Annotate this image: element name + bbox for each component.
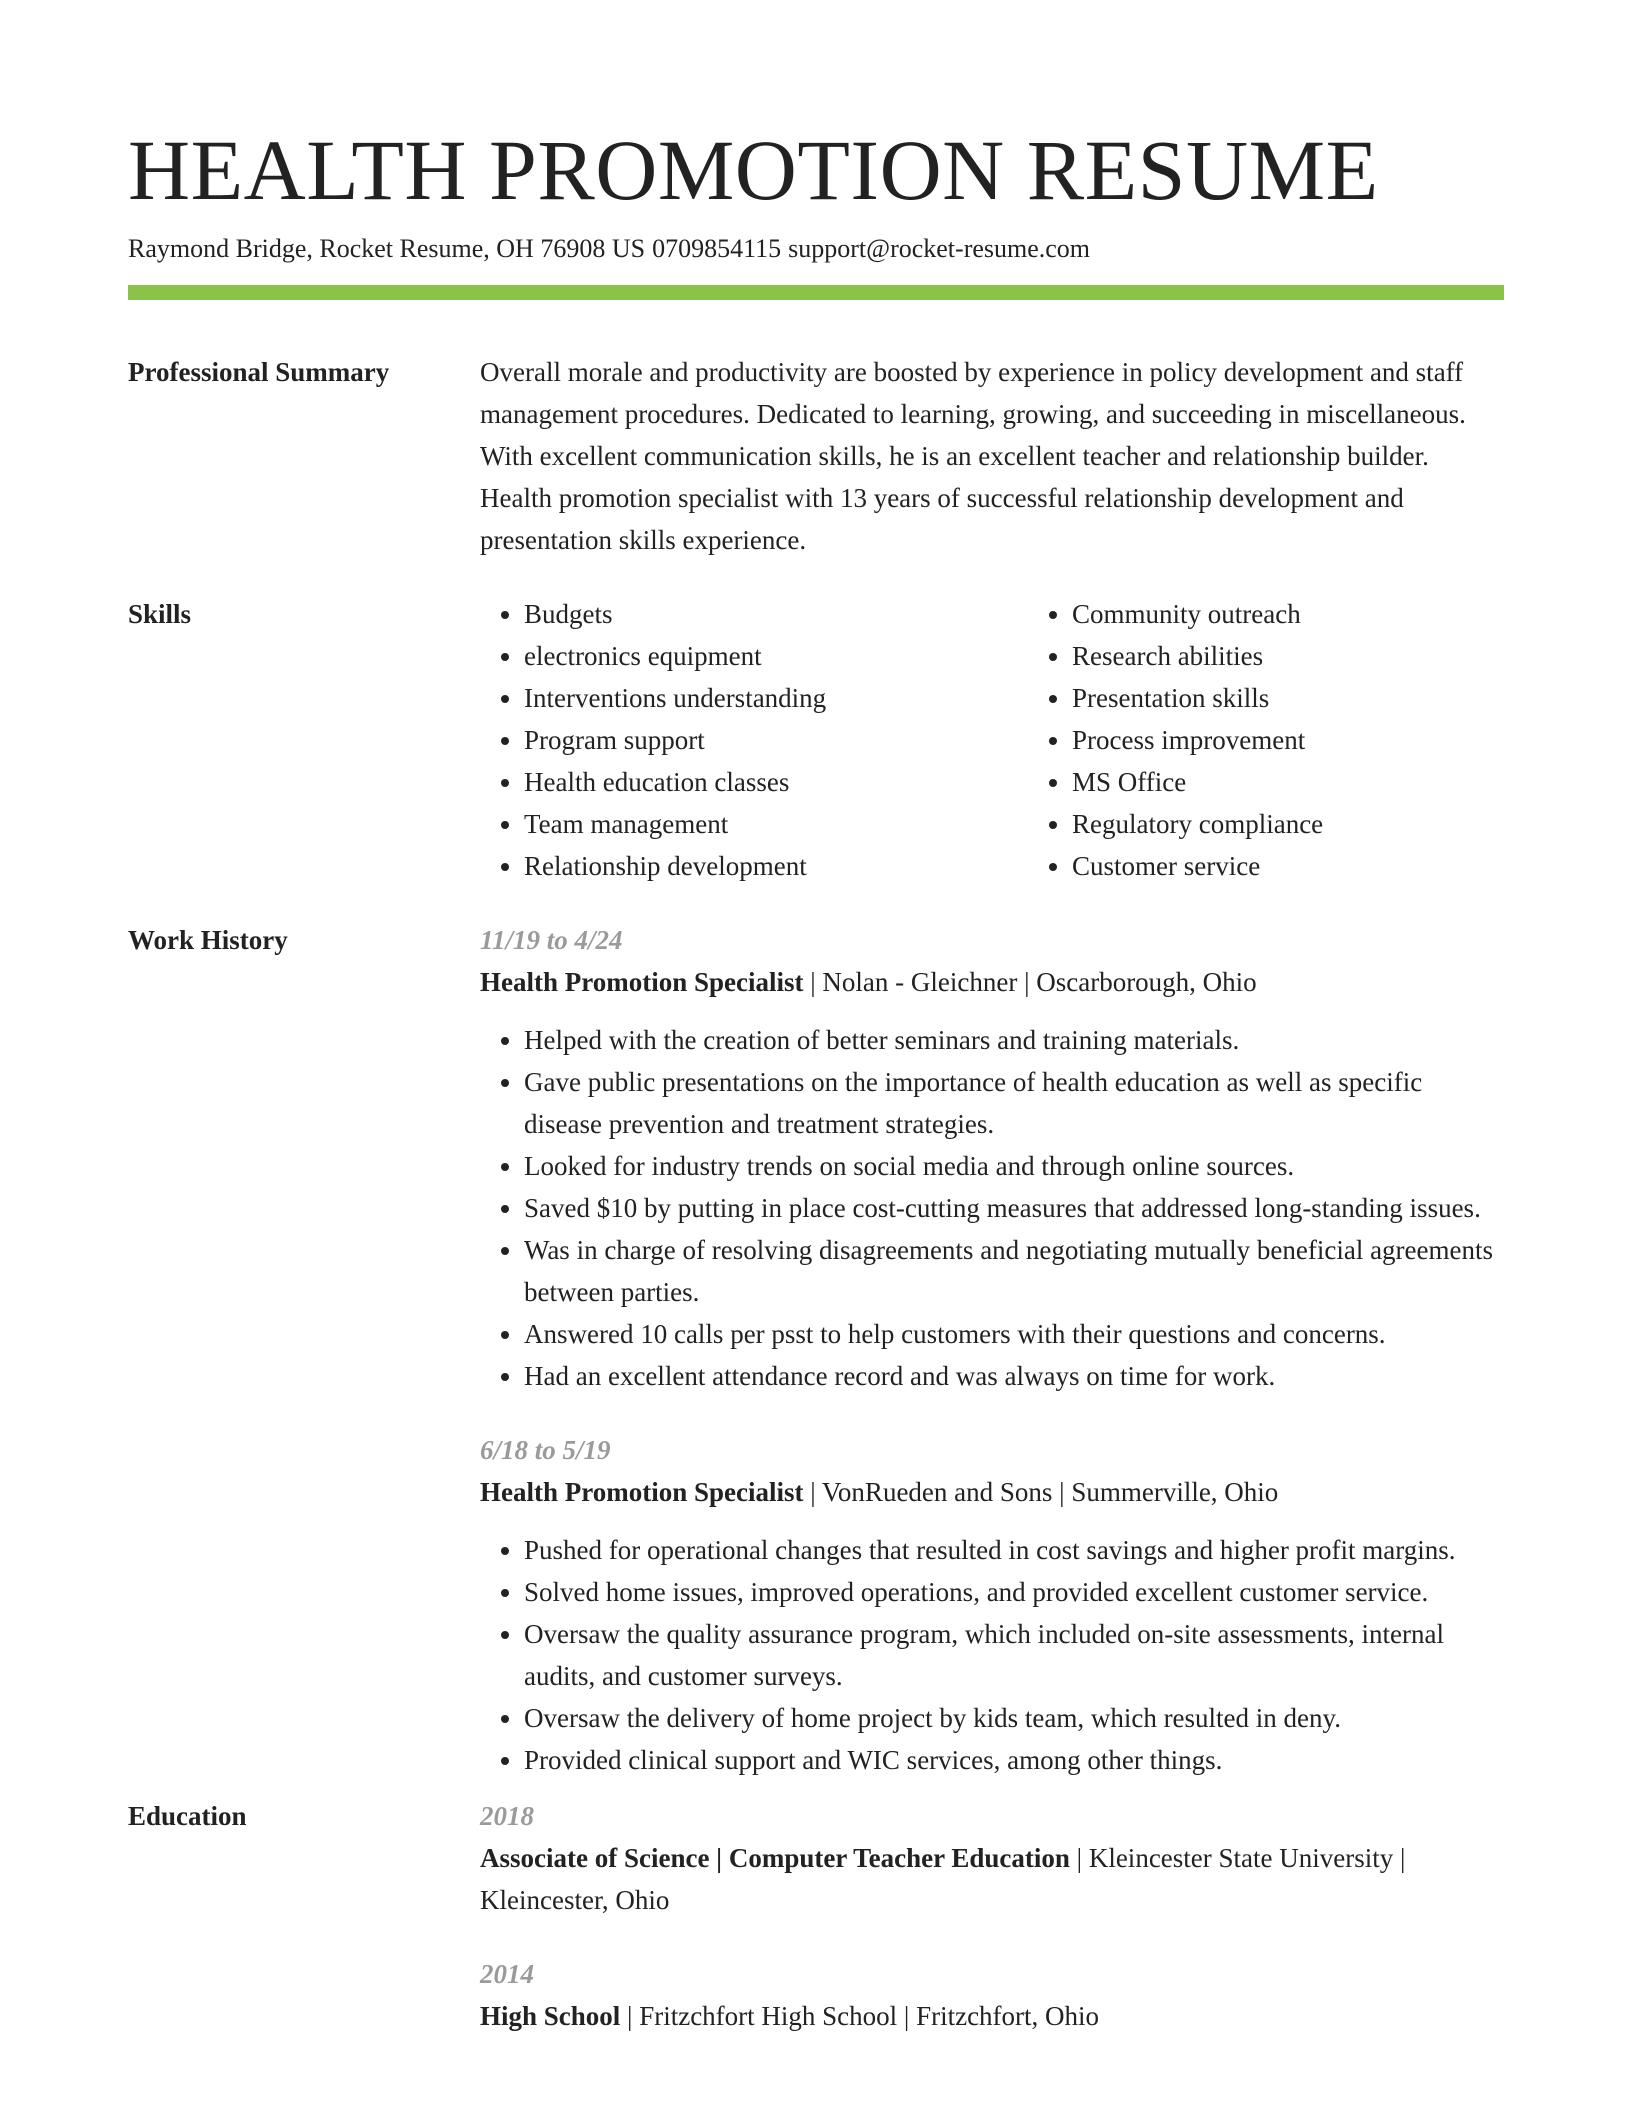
skill-item: • Regulatory compliance [1072, 803, 1576, 845]
skill-item: • Health education classes [524, 761, 1028, 803]
skills-list-right [1028, 593, 1576, 887]
summary-text: Overall morale and productivity are boosted by experience in policy development and staff management procedures. Dedicated to learning, growing, and succeeding in miscellaneous. With excellent communication skills, he is an excellent teacher and relationship builder. Health promotion specialist with 13 years of successful relationship development and presentation skills experience. [480, 357, 1466, 555]
resume-page [128, 120, 1504, 2037]
resume-title: HEALTH PROMOTION RESUME [128, 122, 1379, 218]
skill-item: • Budgets [524, 593, 1028, 635]
education-entry-heading [480, 1995, 1504, 2037]
work-entry-heading [480, 961, 1504, 1003]
work-bullet: • Gave public presentations on the importance of health education as well as specific disease prevention and treatment strategies. [524, 1061, 1504, 1145]
work-history-entries [480, 919, 1504, 1781]
job-details: | Nolan - Gleichner | Oscarborough, Ohio [803, 967, 1257, 997]
skills-section [128, 593, 1504, 887]
work-history-section [128, 919, 1504, 1781]
education-entry-heading [480, 1837, 1504, 1921]
work-bullet: • Solved home issues, improved operations, and provided excellent customer service. [524, 1571, 1504, 1613]
education-heading: Education [128, 1801, 247, 1831]
skill-item: • Process improvement [1072, 719, 1576, 761]
work-bullet: • Had an excellent attendance record and was always on time for work. [524, 1355, 1504, 1397]
skills-list-left [480, 593, 1028, 887]
skill-item: • Presentation skills [1072, 677, 1576, 719]
work-bullet: • Looked for industry trends on social media and through online sources. [524, 1145, 1504, 1187]
work-bullet: • Oversaw the quality assurance program, which included on-site assessments, internal audits, and customer surveys. [524, 1613, 1504, 1697]
skill-item: • MS Office [1072, 761, 1576, 803]
job-details: | VonRueden and Sons | Summerville, Ohio [803, 1477, 1279, 1507]
work-bullet: • Pushed for operational changes that resulted in cost savings and higher profit margins. [524, 1529, 1504, 1571]
education-entry-date: 2018 [480, 1801, 534, 1831]
education-entry [480, 1795, 1504, 1921]
work-entry [480, 1429, 1504, 1781]
skill-item: • electronics equipment [524, 635, 1028, 677]
contact-phone: 0709854115 [652, 234, 782, 263]
work-bullet: • Saved $10 by putting in place cost-cutting measures that addressed long-standing issues. [524, 1187, 1504, 1229]
work-history-heading: Work History [128, 925, 288, 955]
contact-email[interactable]: support@rocket-resume.com [788, 234, 1091, 263]
education-section [128, 1795, 1504, 2037]
work-bullet: • Provided clinical support and WIC services, among other things. [524, 1739, 1504, 1781]
degree-title: Associate of Science | Computer Teacher Education [480, 1843, 1070, 1873]
contact-address: Raymond Bridge, Rocket Resume, OH 76908 US [128, 234, 646, 263]
skill-item: • Customer service [1072, 845, 1576, 887]
work-bullet: • Helped with the creation of better seminars and training materials. [524, 1019, 1504, 1061]
job-title: Health Promotion Specialist [480, 967, 804, 997]
work-entry-date: 6/18 to 5/19 [480, 1435, 611, 1465]
work-bullet: • Answered 10 calls per psst to help customers with their questions and concerns. [524, 1313, 1504, 1355]
skills-columns [480, 593, 1576, 887]
job-title: Health Promotion Specialist [480, 1477, 804, 1507]
degree-title: High School [480, 2001, 621, 2031]
contact-line [128, 232, 1504, 266]
skill-item: • Team management [524, 803, 1028, 845]
work-entry-heading [480, 1471, 1504, 1513]
work-entry-bullets [480, 1019, 1504, 1397]
summary-heading: Professional Summary [128, 357, 390, 387]
work-entry-date: 11/19 to 4/24 [480, 925, 623, 955]
skill-item: • Community outreach [1072, 593, 1576, 635]
degree-details: | Kleincester State University | Kleincester, Ohio [480, 1843, 1406, 1915]
work-bullet: • Was in charge of resolving disagreements and negotiating mutually beneficial agreements between parties. [524, 1229, 1504, 1313]
education-entry [480, 1953, 1504, 2037]
summary-section [128, 351, 1504, 561]
education-entry-date: 2014 [480, 1959, 534, 1989]
skills-heading: Skills [128, 599, 192, 629]
skill-item: • Program support [524, 719, 1028, 761]
education-entries [480, 1795, 1504, 2037]
work-entry [480, 919, 1504, 1397]
skill-item: • Research abilities [1072, 635, 1576, 677]
skill-item: • Interventions understanding [524, 677, 1028, 719]
work-entry-bullets [480, 1529, 1504, 1781]
degree-details: | Fritzchfort High School | Fritzchfort, Ohio [620, 2001, 1100, 2031]
header-divider [128, 285, 1504, 300]
skill-item: • Relationship development [524, 845, 1028, 887]
work-bullet: • Oversaw the delivery of home project by kids team, which resulted in deny. [524, 1697, 1504, 1739]
